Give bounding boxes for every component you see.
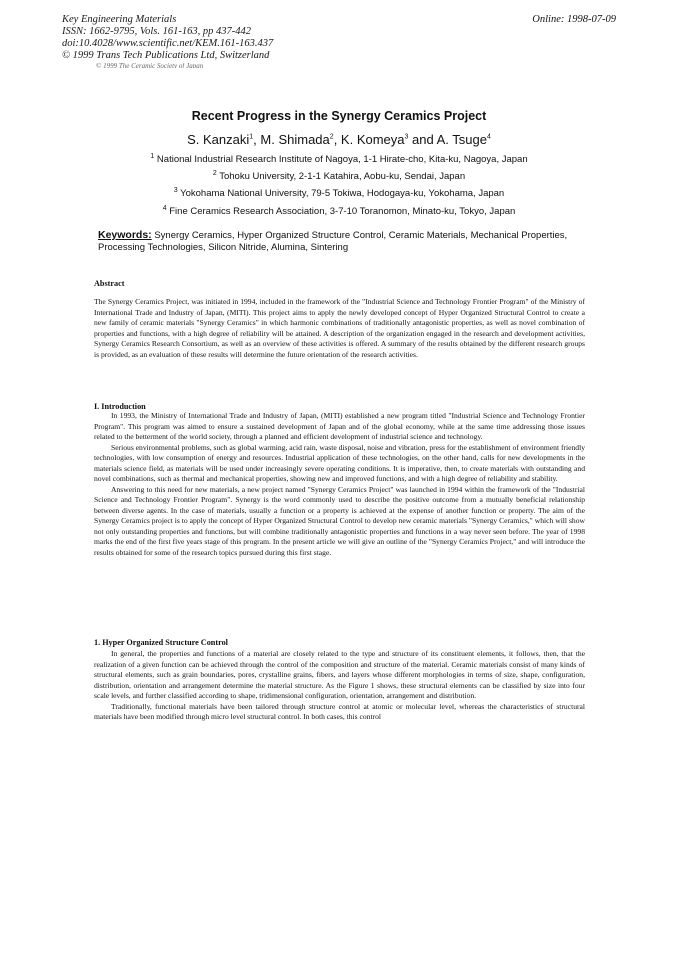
author-sup: 4	[486, 133, 491, 141]
author-sup: 1	[249, 133, 254, 141]
author-separator: ,	[253, 132, 261, 147]
author-and: and	[408, 132, 437, 147]
section1-body	[94, 649, 585, 723]
introduction-heading: I. Introduction	[94, 402, 146, 411]
section1-paragraph: In general, the properties and functions of a material are closely related to the type and structure of its constituent elements, it follows, then, that the realization of a given function can be achieved through the control of the composition and structure of the material. Ceramic materials consist of many kinds of structural elements, such as grain boundaries, pores, crystalline grains, fibers, and layers whose different morphologies in terms of size, shape, configuration, distribution, orientation and arrangement determine the material structure. As the Figure 1 shows, these structural elements can be classified by size into four scale levels, and further classified according to shape, tridimensional configuration, orientation, arrangement and distribution.	[94, 649, 585, 700]
affiliation-text: Fine Ceramics Research Association, 3-7-10 Toranomon, Minato-ku, Tokyo, Japan	[169, 206, 516, 217]
affiliation-sup: 1	[150, 152, 155, 160]
author-name: S. Kanzaki	[187, 132, 250, 147]
affiliation-1	[0, 154, 678, 165]
author-name: A. Tsuge	[436, 132, 487, 147]
affiliation-text: Yokohama National University, 79-5 Tokiwa, Hodogaya-ku, Yokohama, Japan	[180, 188, 505, 199]
affiliation-text: National Industrial Research Institute of Nagoya, 1-1 Hirate-cho, Kita-ku, Nagoya, Japan	[156, 154, 528, 165]
abstract-body	[94, 297, 585, 360]
affiliation-4	[0, 206, 678, 217]
author-name: M. Shimada	[260, 132, 330, 147]
author-sup: 3	[404, 133, 409, 141]
journal-name: Key Engineering Materials	[62, 14, 177, 25]
abstract-paragraph: The Synergy Ceramics Project, was initiated in 1994, included in the framework of the "Industrial Science and Technology Frontier Program" of the Ministry of International Trade and Industry of Japan, (MITI). This project aims to apply the newly developed concept of Hyper Organized Structural Control to create a new family of ceramic materials "Synergy Ceramics" in which harmonic combinations of traditionally antagonistic properties, as well as novel combination of properties and functions, with a high degree of reliability will be attained. A description of the organization engaged in the research and development activities, Synergy Ceramics Research Consortium, as well as an overview of these activities is offered. A summary of the results obtained by the different research groups is provided, as an evaluation of these results will determine the future orientation of the research activities.	[94, 297, 585, 359]
keywords-text: Synergy Ceramics, Hyper Organized Structure Control, Ceramic Materials, Mechanical Properties, Processing Technologies, Silicon Nitride, Alumina, Sintering	[98, 230, 568, 253]
author-list	[0, 132, 678, 147]
affiliation-sup: 3	[173, 186, 178, 194]
introduction-paragraph: Answering to this need for new materials, a new project named "Synergy Ceramics Project" was launched in 1994 within the framework of the "Industrial Science and Technology Frontier Program". Synergy is the word commonly used to describe the positive outcome from a mutually beneficial relationship between diverse agents. In the case of materials, usually a function or a property is achieved at the expense of another function or property. The aim of the Synergy Ceramics project is to apply the concept of Hyper Organized Structural Control to develop new ceramic materials "Synergy Ceramics," which will show not only outstanding properties and functions, but will combine traditionally antagonistic properties and functions in a way never seen before. The year of 1998 marks the end of the first five years stage of this program. In the present article we will give an outline of the "Synergy Ceramics Project," and will introduce the results obtained for some of the research topics pursued during this first stage.	[94, 484, 585, 557]
introduction-body	[94, 411, 585, 558]
online-date: Online: 1998-07-09	[532, 14, 616, 25]
cutoff-copyright: © 1999 The Ceramic Society of Japan	[96, 63, 204, 68]
abstract-heading: Abstract	[94, 279, 125, 288]
doi-line: doi:10.4028/www.scientific.net/KEM.161-163.437	[62, 38, 274, 49]
author-separator: ,	[333, 132, 341, 147]
journal-header	[62, 14, 273, 62]
issn-line: ISSN: 1662-9795, Vols. 161-163, pp 437-442	[62, 26, 251, 37]
affiliation-sup: 4	[162, 204, 167, 212]
keywords	[98, 230, 578, 253]
section1-paragraph: Traditionally, functional materials have been tailored through structure control at atomic or molecular level, whereas the characteristics of structural materials have been modified through micro level structural control. In both cases, this control	[94, 701, 585, 721]
affiliation-2	[0, 171, 678, 182]
affiliation-3	[0, 188, 678, 199]
affiliation-text: Tohoku University, 2-1-1 Katahira, Aobu-ku, Sendai, Japan	[219, 171, 466, 182]
introduction-paragraph: In 1993, the Ministry of International Trade and Industry of Japan, (MITI) established a new program titled "Industrial Science and Technology Frontier Program". This program was aimed to ensure a sustained development of Japan and of the global economy, while at the same time addressing those issues related to the betterment of the world society, through a planned and efficient development of industrial science and technology.	[94, 411, 585, 441]
introduction-paragraph: Serious environmental problems, such as global warming, acid rain, waste disposal, noise and vibration, press for the establishment of environment friendly technologies, with low consumption of energy and resources. Industrial application of these technologies, on the other hand, calls for new developments in the materials science field, as materials will be used under increasingly severe operating conditions. It is imperative, then, to create materials with outstanding and novel combinations, such as thermal and mechanical properties, showing new and improved functions, and with a high degree of reliability and stability.	[94, 442, 585, 483]
keywords-label: Keywords:	[98, 229, 152, 241]
affiliation-sup: 2	[212, 169, 217, 177]
paper-title: Recent Progress in the Synergy Ceramics Project	[191, 109, 487, 123]
author-name: K. Komeya	[340, 132, 405, 147]
section1-heading: 1. Hyper Organized Structure Control	[94, 638, 228, 647]
author-sup: 2	[329, 133, 334, 141]
copyright-line: © 1999 Trans Tech Publications Ltd, Switzerland	[62, 50, 270, 61]
